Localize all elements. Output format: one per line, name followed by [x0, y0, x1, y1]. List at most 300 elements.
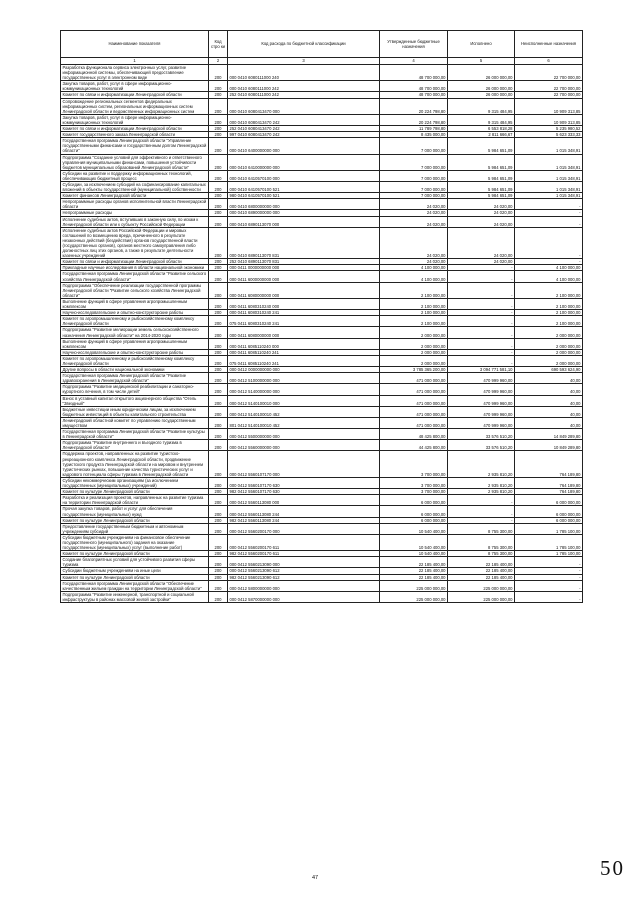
row-approved: 4 100 000,00	[380, 265, 448, 271]
row-unexecuted: 764 189,80	[515, 451, 583, 477]
row-line-code: 200	[209, 154, 228, 170]
row-approved: 48 425 800,00	[380, 429, 448, 440]
row-executed: 24 020,00	[448, 259, 515, 265]
row-line-code: 200	[209, 551, 228, 557]
row-line-code: 200	[209, 523, 228, 534]
table-row	[61, 417, 583, 428]
row-approved: 2 100 000,00	[380, 316, 448, 327]
row-name: Непрограммные расходы органов исполнительной власти Ленинградской области	[61, 199, 209, 210]
row-name: Подпрограмма "Создание условий для эффективного и ответственного управления муниципальными финансами, повышения устойчивости бюджетов муниципальных образований Ленинградской области"	[61, 154, 209, 170]
row-budget-code: 000 0411 6080000000 000	[228, 327, 380, 338]
column-number: 3	[228, 58, 380, 65]
row-executed: -	[448, 355, 515, 366]
column-number: 1	[61, 58, 209, 65]
row-executed: 3 094 771 581,10	[448, 367, 515, 373]
row-executed: 9 315 484,95	[448, 114, 515, 125]
row-unexecuted: 40,00	[515, 406, 583, 417]
row-unexecuted: -	[515, 216, 583, 227]
row-executed: 26 000 000,00	[448, 65, 515, 81]
row-budget-code: 000 0412 5140000000 000	[228, 384, 380, 395]
row-approved: 48 700 000,00	[380, 65, 448, 81]
row-budget-code: 982 0412 5560213090 612	[228, 574, 380, 580]
row-unexecuted: 690 593 624,90	[515, 367, 583, 373]
row-budget-code: 000 0412 5560213090 612	[228, 568, 380, 574]
row-line-code: 200	[209, 81, 228, 92]
row-unexecuted: 4 100 000,00	[515, 271, 583, 282]
row-executed: 8 755 300,00	[448, 523, 515, 534]
row-approved: 471 000 000,00	[380, 384, 448, 395]
row-approved: 24 020,00	[380, 259, 448, 265]
table-row	[61, 81, 583, 92]
row-executed: -	[448, 316, 515, 327]
row-approved: 2 100 000,00	[380, 310, 448, 316]
table-row	[61, 406, 583, 417]
row-line-code: 200	[209, 310, 228, 316]
row-name: Комитет по агропромышленному и рыбохозяйственному комплексу Ленинградской области	[61, 316, 209, 327]
row-executed: -	[448, 282, 515, 298]
table-row	[61, 98, 583, 114]
table-body	[61, 65, 583, 603]
row-budget-code: 000 0410 6080111000 242	[228, 81, 380, 92]
row-line-code: 200	[209, 591, 228, 602]
row-unexecuted: 2 100 000,00	[515, 298, 583, 309]
row-approved: 3 785 365 200,00	[380, 367, 448, 373]
row-executed: 2 811 666,67	[448, 132, 515, 138]
row-name: Субсидии на развитие и поддержку информационных технологий, обеспечивающих бюджетный процесс	[61, 170, 209, 181]
row-executed: 6 553 818,28	[448, 126, 515, 132]
row-unexecuted: 2 000 000,00	[515, 327, 583, 338]
row-budget-code: 997 0410 6080413470 242	[228, 132, 380, 138]
row-name: Комитет по агропромышленному и рыбохозяйственному комплексу Ленинградской области	[61, 355, 209, 366]
row-budget-code: 000 0410 6410570100 000	[228, 170, 380, 181]
row-unexecuted: -	[515, 568, 583, 574]
row-budget-code: 980 0410 6410570100 521	[228, 193, 380, 199]
row-executed: 26 000 000,00	[448, 92, 515, 98]
row-approved: 6 000 000,00	[380, 495, 448, 506]
row-executed: -	[448, 298, 515, 309]
row-budget-code: 000 0410 6410000000 000	[228, 154, 380, 170]
row-executed: 33 576 510,20	[448, 429, 515, 440]
row-unexecuted: 6 000 000,00	[515, 506, 583, 517]
row-approved: 11 789 798,80	[380, 126, 448, 132]
row-name: Ленинградский областной комитет по управлению государственным имуществом	[61, 417, 209, 428]
row-unexecuted: -	[515, 210, 583, 216]
row-line-code: 200	[209, 327, 228, 338]
row-name: Комитет по культуре Ленинградской области	[61, 551, 209, 557]
row-budget-code: 000 0410 6080111000 240	[228, 65, 380, 81]
row-line-code: 200	[209, 517, 228, 523]
row-unexecuted: 6 000 000,00	[515, 495, 583, 506]
row-line-code: 200	[209, 373, 228, 384]
row-name: Научно-исследовательские и опытно-конструкторские работы	[61, 349, 209, 355]
row-name: Научно-исследовательские и опытно-конструкторские работы	[61, 310, 209, 316]
row-budget-code: 000 0410 6410570100 521	[228, 181, 380, 192]
row-line-code: 200	[209, 580, 228, 591]
row-budget-code: 000 0411 6080310240 241	[228, 310, 380, 316]
row-executed: 22 185 400,00	[448, 557, 515, 568]
row-approved: 24 020,00	[380, 210, 448, 216]
row-executed: 5 984 651,09	[448, 170, 515, 181]
row-executed: 470 999 960,00	[448, 384, 515, 395]
row-budget-code: 982 0412 5560107170 630	[228, 489, 380, 495]
row-budget-code: 982 0412 5560200170 611	[228, 551, 380, 557]
row-approved: 24 020,00	[380, 199, 448, 210]
row-line-code: 200	[209, 440, 228, 451]
row-budget-code: 000 0410 6400000000 000	[228, 138, 380, 154]
row-name: Бюджетные инвестиции иным юридическим лицам, за исключением бюджетных инвестиций в объекты капитального строительства	[61, 406, 209, 417]
row-unexecuted: -	[515, 199, 583, 210]
row-budget-code: 000 0412 5560200170 000	[228, 523, 380, 534]
row-budget-code: 000 0411 0000000000 000	[228, 265, 380, 271]
row-line-code: 200	[209, 282, 228, 298]
row-line-code: 200	[209, 65, 228, 81]
table-row	[61, 580, 583, 591]
table-row	[61, 506, 583, 517]
row-approved: 48 700 000,00	[380, 81, 448, 92]
row-approved: 10 540 400,00	[380, 551, 448, 557]
row-approved: 24 020,00	[380, 227, 448, 259]
row-unexecuted: 5 235 980,52	[515, 126, 583, 132]
row-line-code: 200	[209, 429, 228, 440]
row-unexecuted: 40,00	[515, 417, 583, 428]
row-budget-code: 252 0410 6080413470 242	[228, 126, 380, 132]
table-row	[61, 557, 583, 568]
row-name: Подпрограмма "Развитие внутреннего и въездного туризма в Ленинградской области"	[61, 440, 209, 451]
row-unexecuted: 1 785 100,00	[515, 534, 583, 550]
row-budget-code: 075 0411 6085110240 241	[228, 355, 380, 366]
row-name: Непрограммные расходы	[61, 210, 209, 216]
row-unexecuted: 4 100 000,00	[515, 265, 583, 271]
row-line-code: 200	[209, 227, 228, 259]
column-number: 5	[448, 58, 515, 65]
row-line-code: 200	[209, 126, 228, 132]
row-line-code: 200	[209, 199, 228, 210]
row-executed: 225 000 000,00	[448, 580, 515, 591]
row-budget-code: 000 0411 6080310240 000	[228, 298, 380, 309]
row-budget-code: 000 0410 6890113070 000	[228, 216, 380, 227]
row-unexecuted: -	[515, 557, 583, 568]
row-executed: 225 000 000,00	[448, 591, 515, 602]
row-unexecuted: 6 000 000,00	[515, 517, 583, 523]
row-line-code: 200	[209, 568, 228, 574]
row-approved: 6 000 000,00	[380, 517, 448, 523]
row-name: Выполнение функций в сфере управления агропромышленным комплексом	[61, 298, 209, 309]
table-row	[61, 271, 583, 282]
row-name: Поддержка проектов, направленных на развитие туристско-рекреационного комплекса Ленинградской области, продвижение туристского продукта Ленинградской области на мировом и внутреннем туристических рынках, повышение качества туристических услуг и кадрового потенциала сферы туризма в Ленинградской области	[61, 451, 209, 477]
row-approved: 22 185 400,00	[380, 568, 448, 574]
row-unexecuted: 1 015 348,91	[515, 170, 583, 181]
row-name: Подпрограмма "Развитие мелиорации земель сельскохозяйственного назначения Ленинградской области" на 2014-2020 годы	[61, 327, 209, 338]
row-line-code: 200	[209, 574, 228, 580]
row-approved: 44 425 800,00	[380, 440, 448, 451]
row-name: Исполнение судебных актов Российской Федерации и мировых соглашений по возмещению вреда, причиненного в результате незаконных действий (бездействия) органов государственной власти (государственных органов), органов местного самоуправления либо должностных лиц этих органов, а также в результате деятельности казенных учреждений	[61, 227, 209, 259]
budget-table	[60, 30, 583, 603]
row-approved: 2 100 000,00	[380, 298, 448, 309]
row-approved: 2 000 000,00	[380, 349, 448, 355]
row-approved: 3 700 000,00	[380, 451, 448, 477]
table-row	[61, 227, 583, 259]
row-executed: -	[448, 265, 515, 271]
header-unexecuted: Неисполненные назначения	[515, 31, 583, 58]
row-unexecuted: 14 849 289,80	[515, 429, 583, 440]
row-executed: 26 000 000,00	[448, 81, 515, 92]
row-approved: 225 000 000,00	[380, 580, 448, 591]
row-line-code: 200	[209, 193, 228, 199]
table-row	[61, 440, 583, 451]
row-name: Предоставление государственным бюджетным и автономным учреждениям субсидий	[61, 523, 209, 534]
row-budget-code: 000 0412 5140100010 452	[228, 406, 380, 417]
row-line-code: 200	[209, 181, 228, 192]
row-executed: 24 020,00	[448, 210, 515, 216]
table-row	[61, 429, 583, 440]
row-name: Государственная программа Ленинградской области "Управление государственными финансами и государственным долгом Ленинградской области"	[61, 138, 209, 154]
row-unexecuted: 764 189,80	[515, 477, 583, 488]
row-executed: -	[448, 495, 515, 506]
row-line-code: 200	[209, 298, 228, 309]
row-budget-code: 000 0412 5800000000 000	[228, 580, 380, 591]
row-executed: 22 185 400,00	[448, 568, 515, 574]
row-name: Субсидии бюджетным учреждениям на иные цели	[61, 568, 209, 574]
row-line-code: 200	[209, 259, 228, 265]
row-executed: 5 984 651,09	[448, 181, 515, 192]
row-name: Другие вопросы в области национальной экономики	[61, 367, 209, 373]
row-line-code: 200	[209, 349, 228, 355]
row-name: Государственная программа Ленинградской области "Развитие сельского хозяйства Ленинградской области"	[61, 271, 209, 282]
row-approved: 2 100 000,00	[380, 282, 448, 298]
row-name: Прикладные научные исследования в области национальной экономики	[61, 265, 209, 271]
handwritten-page-mark: 50	[600, 856, 625, 880]
row-name: Подпрограмма "Развитие медицинской реабилитации и санаторно-курортного лечения, в том числе детей"	[61, 384, 209, 395]
row-budget-code: 000 0410 6800000000 000	[228, 199, 380, 210]
row-unexecuted: 10 909 313,85	[515, 114, 583, 125]
row-approved: 7 000 000,00	[380, 193, 448, 199]
row-name: Субсидии некоммерческим организациям (за исключением государственных (муниципальных) учреждений)	[61, 477, 209, 488]
row-line-code: 200	[209, 210, 228, 216]
row-line-code: 200	[209, 92, 228, 98]
row-name: Субсидии, за исключением субсидий на софинансирование капитальных вложений в объекты государственной (муниципальной) собственности	[61, 181, 209, 192]
row-approved: 6 000 000,00	[380, 506, 448, 517]
row-line-code: 200	[209, 98, 228, 114]
row-approved: 471 000 000,00	[380, 395, 448, 406]
row-line-code: 200	[209, 489, 228, 495]
row-unexecuted: 40,00	[515, 373, 583, 384]
page-number: 47	[312, 875, 319, 881]
table-row	[61, 355, 583, 366]
row-unexecuted: 1 015 348,91	[515, 138, 583, 154]
header-line-code: Код стро ки	[209, 31, 228, 58]
row-executed: -	[448, 349, 515, 355]
row-unexecuted: 764 189,80	[515, 489, 583, 495]
row-name: Государственная программа Ленинградской области "Обеспечение качественным жильем граждан на территории Ленинградской области"	[61, 580, 209, 591]
row-unexecuted: 1 785 100,00	[515, 551, 583, 557]
row-budget-code: 000 0410 6890113070 831	[228, 227, 380, 259]
row-name: Комитет по культуре Ленинградской области	[61, 517, 209, 523]
row-approved: 20 224 798,80	[380, 114, 448, 125]
row-line-code: 200	[209, 384, 228, 395]
row-unexecuted: 40,00	[515, 384, 583, 395]
row-approved: 7 000 000,00	[380, 170, 448, 181]
column-number-row	[61, 58, 583, 65]
row-approved: 471 000 000,00	[380, 373, 448, 384]
row-unexecuted: -	[515, 580, 583, 591]
row-line-code: 200	[209, 395, 228, 406]
row-budget-code: 000 0412 5560000000 000	[228, 440, 380, 451]
row-budget-code: 000 0411 6000000000 000	[228, 271, 380, 282]
row-line-code: 200	[209, 534, 228, 550]
header-executed: Исполнено	[448, 31, 515, 58]
row-line-code: 200	[209, 451, 228, 477]
row-executed: 22 185 400,00	[448, 574, 515, 580]
row-unexecuted: 2 000 000,00	[515, 349, 583, 355]
row-unexecuted: 22 700 000,00	[515, 92, 583, 98]
row-name: Комитет по связи и информатизации Ленинградской области	[61, 126, 209, 132]
table-row	[61, 327, 583, 338]
table-row	[61, 138, 583, 154]
table-row	[61, 451, 583, 477]
table-row	[61, 523, 583, 534]
row-unexecuted: 1 015 348,91	[515, 154, 583, 170]
row-line-code: 200	[209, 355, 228, 366]
row-unexecuted: 2 000 000,00	[515, 355, 583, 366]
row-budget-code: 000 0412 5500000000 000	[228, 429, 380, 440]
row-approved: 2 000 000,00	[380, 338, 448, 349]
row-unexecuted: 22 700 000,00	[515, 65, 583, 81]
table-row	[61, 282, 583, 298]
table-row	[61, 316, 583, 327]
row-line-code: 200	[209, 417, 228, 428]
row-unexecuted: 5 623 333,33	[515, 132, 583, 138]
row-approved: 471 000 000,00	[380, 417, 448, 428]
table-row	[61, 199, 583, 210]
column-number: 6	[515, 58, 583, 65]
table-row	[61, 384, 583, 395]
row-unexecuted: -	[515, 591, 583, 602]
row-name: Разработка и реализация проектов, направленных на развитие туризма на территории Ленинградской области	[61, 495, 209, 506]
table-row	[61, 65, 583, 81]
row-line-code: 200	[209, 216, 228, 227]
row-executed: 2 935 810,20	[448, 477, 515, 488]
row-name: Государственная программа Ленинградской области "Развитие культуры в Ленинградской области"	[61, 429, 209, 440]
table-row	[61, 591, 583, 602]
table-header-row	[61, 31, 583, 58]
row-executed: 33 576 510,20	[448, 440, 515, 451]
row-executed: 470 999 960,00	[448, 373, 515, 384]
row-unexecuted: 2 100 000,00	[515, 282, 583, 298]
row-line-code: 200	[209, 316, 228, 327]
row-executed: 470 999 960,00	[448, 395, 515, 406]
row-approved: 3 700 000,00	[380, 477, 448, 488]
row-executed: 470 999 960,00	[448, 406, 515, 417]
row-line-code: 200	[209, 114, 228, 125]
row-executed: -	[448, 271, 515, 282]
row-line-code: 200	[209, 265, 228, 271]
table-row	[61, 477, 583, 488]
row-name: Взнос в уставный капитал открытого акционерного общества "Отель "Звездный"	[61, 395, 209, 406]
row-line-code: 200	[209, 271, 228, 282]
row-unexecuted: -	[515, 227, 583, 259]
row-executed: 5 984 651,09	[448, 154, 515, 170]
row-approved: 2 000 000,00	[380, 355, 448, 366]
row-approved: 225 000 000,00	[380, 591, 448, 602]
row-name: Комитет по культуре Ленинградской области	[61, 574, 209, 580]
row-unexecuted: 2 100 000,00	[515, 310, 583, 316]
row-executed: 470 999 960,00	[448, 417, 515, 428]
row-approved: 8 435 000,00	[380, 132, 448, 138]
row-budget-code: 000 0412 5560200170 611	[228, 534, 380, 550]
row-name: Исполнение судебных актов, вступивших в законную силу, по искам к Ленинградской области или к субъекту Российской Федерации	[61, 216, 209, 227]
row-name: Закупка товаров, работ, услуг в сфере информационно-коммуникационных технологий	[61, 81, 209, 92]
row-executed: 24 020,00	[448, 216, 515, 227]
row-budget-code: 252 0410 6080111000 242	[228, 92, 380, 98]
row-approved: 4 100 000,00	[380, 271, 448, 282]
row-approved: 7 000 000,00	[380, 181, 448, 192]
row-budget-code: 000 0412 5100000000 000	[228, 373, 380, 384]
row-approved: 24 020,00	[380, 216, 448, 227]
row-budget-code: 000 0411 6080000000 000	[228, 282, 380, 298]
table-row	[61, 534, 583, 550]
row-approved: 10 540 400,00	[380, 534, 448, 550]
row-name: Подпрограмма "Обеспечение реализации государственной программы Ленинградской области "Развитие сельского хозяйства Ленинградской области"	[61, 282, 209, 298]
row-budget-code: 075 0411 6080310240 241	[228, 316, 380, 327]
table-row	[61, 338, 583, 349]
row-approved: 48 700 000,00	[380, 92, 448, 98]
row-unexecuted: 10 849 289,80	[515, 440, 583, 451]
column-number: 4	[380, 58, 448, 65]
row-executed: 5 984 651,09	[448, 193, 515, 199]
row-budget-code: 000 0412 5560213090 000	[228, 557, 380, 568]
row-name: Комитет государственного заказа Ленинградской области	[61, 132, 209, 138]
header-budget-code: Код расхода по бюджетной классификации	[228, 31, 380, 58]
row-line-code: 200	[209, 557, 228, 568]
row-line-code: 200	[209, 138, 228, 154]
row-budget-code: 252 0410 6890113070 831	[228, 259, 380, 265]
table-row	[61, 216, 583, 227]
row-budget-code: 000 0411 6085110240 000	[228, 338, 380, 349]
row-executed: 2 935 810,20	[448, 451, 515, 477]
row-unexecuted: 22 700 000,00	[515, 81, 583, 92]
row-unexecuted: -	[515, 259, 583, 265]
row-line-code: 200	[209, 338, 228, 349]
row-budget-code: 000 0412 5560107170 630	[228, 477, 380, 488]
row-budget-code: 000 0412 5560113080 000	[228, 495, 380, 506]
row-approved: 20 224 798,80	[380, 98, 448, 114]
row-line-code: 200	[209, 477, 228, 488]
row-executed: 24 020,00	[448, 199, 515, 210]
row-budget-code: 000 0410 6080413470 000	[228, 98, 380, 114]
row-approved: 471 000 000,00	[380, 406, 448, 417]
row-budget-code: 000 0412 0000000000 000	[228, 367, 380, 373]
row-approved: 10 540 400,00	[380, 523, 448, 534]
row-approved: 7 000 000,00	[380, 138, 448, 154]
row-name: Создание благоприятных условий для устойчивого развития сферы туризма	[61, 557, 209, 568]
row-budget-code: 982 0412 5560113080 244	[228, 517, 380, 523]
row-unexecuted: -	[515, 574, 583, 580]
row-unexecuted: 2 000 000,00	[515, 338, 583, 349]
table-row	[61, 395, 583, 406]
row-unexecuted: 10 909 313,85	[515, 98, 583, 114]
row-executed: 24 020,00	[448, 227, 515, 259]
row-name: Прочая закупка товаров, работ и услуг для обеспечения государственных (муниципальных) нужд	[61, 506, 209, 517]
row-budget-code: 000 0411 6085110240 241	[228, 349, 380, 355]
row-budget-code: 000 0410 6080413470 242	[228, 114, 380, 125]
row-approved: 7 000 000,00	[380, 154, 448, 170]
row-unexecuted: 1 015 348,91	[515, 193, 583, 199]
row-budget-code: 000 0410 6890000000 000	[228, 210, 380, 216]
row-executed: -	[448, 506, 515, 517]
row-name: Комитет по связи и информатизации Ленинградской области	[61, 92, 209, 98]
row-unexecuted: 2 100 000,00	[515, 316, 583, 327]
column-number: 2	[209, 58, 228, 65]
